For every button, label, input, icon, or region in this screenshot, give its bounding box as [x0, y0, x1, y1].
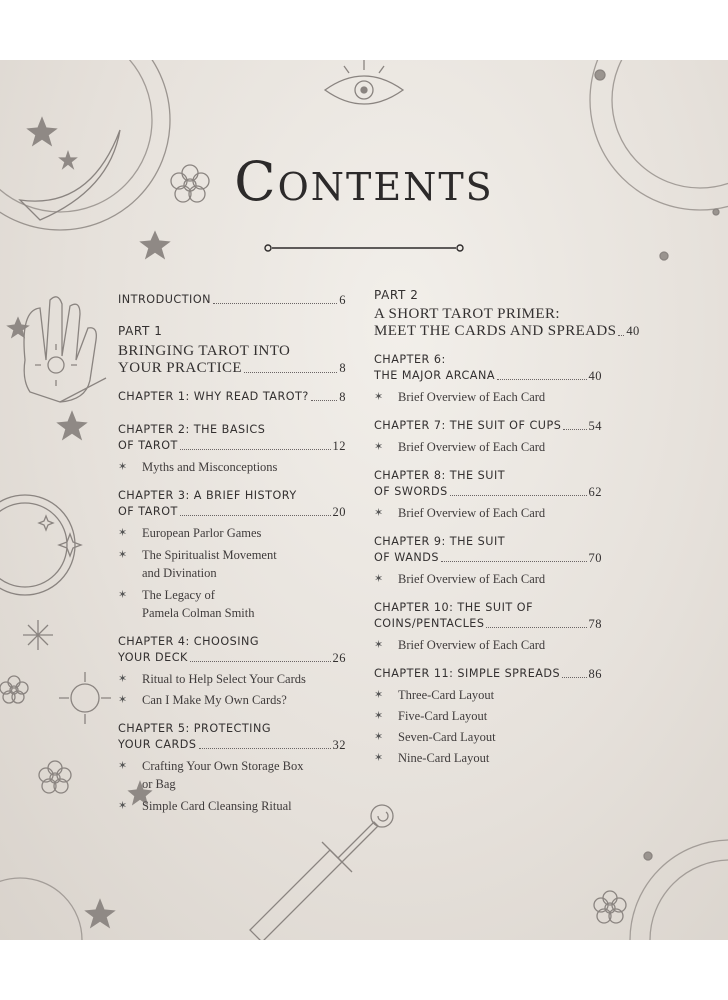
toc-entry-chapter-4[interactable]: CHAPTER 4: CHOOSING YOUR DECK 26	[118, 635, 346, 665]
part-title: YOUR PRACTICE	[118, 360, 242, 376]
star-bullet-icon: ✶	[118, 760, 128, 772]
toc-right-column	[374, 288, 640, 767]
star-bullet-icon: ✶	[118, 549, 128, 561]
toc-entry-chapter-9[interactable]: CHAPTER 9: THE SUIT OF WANDS 70	[374, 535, 602, 565]
toc-entry-introduction[interactable]: INTRODUCTION 6	[118, 293, 346, 307]
star-bullet-icon: ✶	[374, 710, 384, 722]
star-bullet-icon: ✶	[374, 391, 384, 403]
star-bullet-icon: ✶	[374, 731, 384, 743]
toc-subentry[interactable]: ✶ Brief Overview of Each Card	[374, 572, 546, 586]
part-title: MEET THE CARDS AND SPREADS	[374, 323, 617, 339]
toc-part-1[interactable]: PART 1 BRINGING TAROT INTO YOUR PRACTICE 8	[118, 324, 346, 376]
star-bullet-icon: ✶	[118, 800, 128, 812]
divider-ornament	[265, 245, 463, 251]
part-label: PART 1	[118, 324, 163, 338]
starburst-icon	[23, 620, 111, 724]
star-bullet-icon: ✶	[374, 507, 384, 519]
star-bullet-icon: ✶	[374, 752, 384, 764]
toc-entry-chapter-10[interactable]: CHAPTER 10: THE SUIT OF COINS/PENTACLES 78	[374, 601, 602, 631]
toc-entry-chapter-6[interactable]: CHAPTER 6: THE MAJOR ARCANA 40	[374, 353, 602, 383]
flower-icon	[0, 676, 71, 793]
toc-left-column	[118, 288, 346, 815]
star-bullet-icon: ✶	[118, 673, 128, 685]
dagger-icon	[250, 805, 393, 940]
star-bullet-icon: ✶	[374, 639, 384, 651]
part-title: BRINGING TAROT INTO	[118, 343, 291, 359]
toc-subentry[interactable]: ✶ Crafting Your Own Storage Box or Bag	[118, 759, 304, 791]
toc-entry-chapter-11[interactable]: CHAPTER 11: SIMPLE SPREADS 86	[374, 667, 602, 681]
part-label: PART 2	[374, 288, 419, 302]
orbit-rings-icon	[630, 840, 728, 940]
toc-subentry[interactable]: ✶ Seven-Card Layout	[374, 730, 496, 744]
orbit-ring	[0, 878, 82, 940]
toc-entry-chapter-8[interactable]: CHAPTER 8: THE SUIT OF SWORDS 62	[374, 469, 602, 499]
toc-part-2[interactable]: PART 2 A SHORT TAROT PRIMER: MEET THE CARDS AND SPREADS 40	[374, 288, 640, 339]
star-bullet-icon: ✶	[374, 689, 384, 701]
moon-face-icon	[0, 495, 81, 595]
toc-subentry[interactable]: ✶ The Spiritualist Movement and Divination	[118, 548, 277, 580]
star-bullet-icon: ✶	[374, 441, 384, 453]
eye-icon	[325, 60, 403, 104]
page-title: Contents	[234, 150, 494, 213]
toc-subentry[interactable]: ✶ Brief Overview of Each Card	[374, 390, 546, 404]
toc-subentry[interactable]: ✶ The Legacy of Pamela Colman Smith	[118, 588, 255, 620]
toc-entry-chapter-5[interactable]: CHAPTER 5: PROTECTING YOUR CARDS 32	[118, 722, 346, 752]
star-bullet-icon: ✶	[118, 694, 128, 706]
book-page	[0, 60, 728, 940]
toc-entry-chapter-3[interactable]: CHAPTER 3: A BRIEF HISTORY OF TAROT 20	[118, 489, 346, 519]
toc-subentry[interactable]: ✶ Brief Overview of Each Card	[374, 506, 546, 520]
toc-subentry[interactable]: ✶ Can I Make My Own Cards?	[118, 693, 287, 707]
toc-entry-chapter-1[interactable]: CHAPTER 1: WHY READ TAROT? 8	[118, 390, 346, 404]
flower-icon	[594, 891, 626, 923]
star-bullet-icon: ✶	[374, 573, 384, 585]
star-bullet-icon: ✶	[118, 589, 128, 601]
toc-subentry[interactable]: ✶ Ritual to Help Select Your Cards	[118, 672, 306, 686]
star-bullet-icon: ✶	[118, 461, 128, 473]
star-bullet-icon: ✶	[118, 527, 128, 539]
toc-subentry[interactable]: ✶ Brief Overview of Each Card	[374, 638, 546, 652]
toc-subentry[interactable]: ✶ Simple Card Cleansing Ritual	[118, 799, 292, 813]
toc-subentry[interactable]: ✶ Three-Card Layout	[374, 688, 495, 702]
part-title: A SHORT TAROT PRIMER:	[374, 306, 560, 322]
toc-entry-chapter-2[interactable]: CHAPTER 2: THE BASICS OF TAROT 12	[118, 423, 346, 453]
toc-subentry[interactable]: ✶ Nine-Card Layout	[374, 751, 490, 765]
palm-hand-icon	[24, 297, 106, 402]
toc-entry-chapter-7[interactable]: CHAPTER 7: THE SUIT OF CUPS 54	[374, 419, 602, 433]
toc-subentry[interactable]: ✶ European Parlor Games	[118, 526, 262, 540]
toc-subentry[interactable]: ✶ Brief Overview of Each Card	[374, 440, 546, 454]
toc-subentry[interactable]: ✶ Five-Card Layout	[374, 709, 488, 723]
toc-subentry[interactable]: ✶ Myths and Misconceptions	[118, 460, 278, 474]
